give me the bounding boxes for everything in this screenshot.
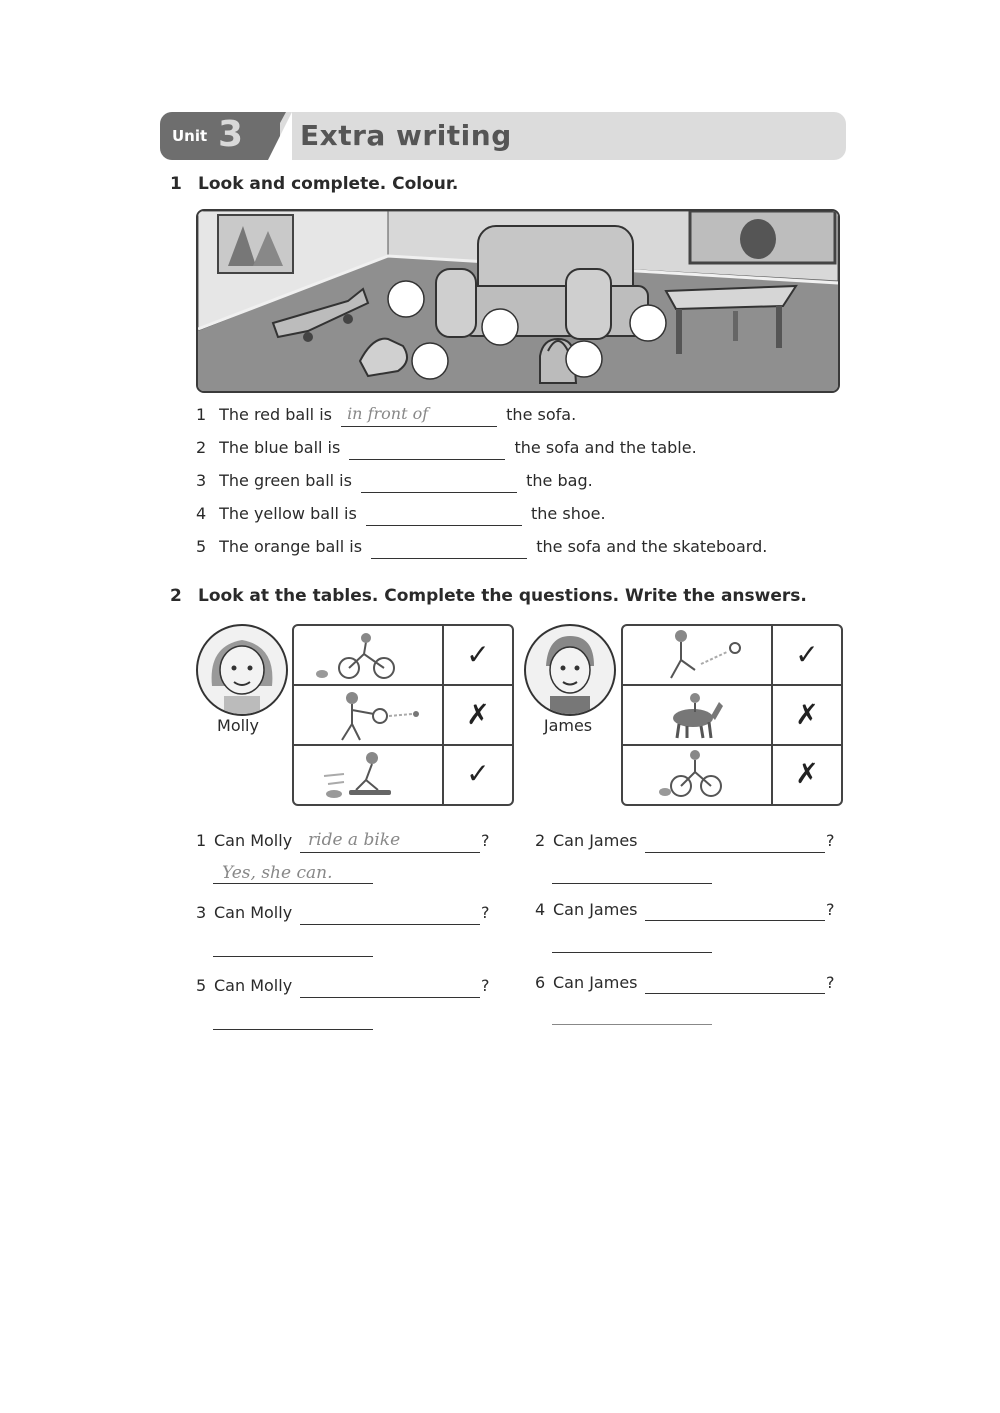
question-blank[interactable]	[300, 924, 480, 925]
sentence-1	[196, 403, 576, 427]
check-mark: ✓	[466, 757, 490, 790]
reply-blank[interactable]	[552, 952, 712, 953]
question-number: 5	[196, 976, 207, 995]
question-number: 4	[535, 900, 546, 919]
reply-blank[interactable]	[213, 956, 373, 957]
question-mark: ?	[826, 900, 835, 919]
answer-blank[interactable]	[361, 472, 517, 493]
question-number: 3	[196, 903, 207, 922]
sentence-4	[196, 502, 606, 526]
question-blank[interactable]	[645, 993, 825, 994]
sentence-text: The orange ball is	[219, 537, 363, 556]
question-1	[196, 831, 292, 850]
james-activity-table	[621, 624, 843, 806]
question-4	[535, 900, 638, 919]
james-portrait	[524, 624, 616, 716]
molly-name: Molly	[217, 716, 259, 735]
handwritten-answer: in front of	[347, 404, 429, 423]
question-mark: ?	[826, 973, 835, 992]
check-mark: ✓	[773, 626, 841, 686]
question-prefix: Can James	[553, 973, 638, 992]
question-number: 6	[535, 973, 546, 992]
sentence-5	[196, 535, 767, 559]
unit-header	[160, 112, 846, 160]
sentence-text: The yellow ball is	[219, 504, 357, 523]
answer-blank[interactable]	[341, 406, 497, 427]
sentence-number: 2	[196, 438, 207, 457]
section-2-heading	[170, 586, 807, 606]
question-blank[interactable]	[300, 997, 480, 998]
sentence-2	[196, 436, 697, 460]
sentence-number: 4	[196, 504, 207, 523]
question-mark: ?	[826, 831, 835, 850]
header-divider	[268, 112, 292, 160]
question-prefix: Can Molly	[214, 976, 293, 995]
james-name: James	[543, 716, 593, 735]
molly-portrait	[196, 624, 288, 716]
answer-blank[interactable]	[371, 538, 527, 559]
question-2	[535, 831, 638, 850]
reply-blank[interactable]	[552, 883, 712, 884]
sentence-number: 5	[196, 537, 207, 556]
section-1-number: 1	[170, 174, 182, 194]
answer-blank[interactable]	[349, 439, 505, 460]
cross-mark: ✗	[444, 686, 512, 746]
section-2-number: 2	[170, 586, 182, 606]
question-blank[interactable]	[645, 920, 825, 921]
bike-icon	[623, 746, 773, 804]
question-mark: ?	[481, 831, 490, 850]
room-picture	[196, 209, 840, 393]
question-prefix: Can Molly	[214, 903, 293, 922]
handwritten-reply: Yes, she can.	[222, 863, 333, 883]
question-prefix: Can Molly	[214, 831, 293, 850]
cross-mark: ✗	[773, 686, 841, 746]
question-mark: ?	[481, 976, 490, 995]
question-3	[196, 903, 292, 922]
horse-icon	[623, 686, 773, 746]
page-title: Extra writing	[300, 119, 512, 152]
sentence-text: The red ball is	[219, 405, 332, 424]
check-mark: ✓	[444, 626, 512, 686]
reply-blank[interactable]	[213, 1029, 373, 1030]
answer-blank[interactable]	[366, 505, 522, 526]
unit-label: Unit	[172, 127, 208, 145]
question-mark: ?	[481, 903, 490, 922]
section-2-instruction: Look at the tables. Complete the questions. Write the answers.	[198, 586, 807, 606]
sentence-ending: the shoe.	[531, 504, 606, 523]
sentence-number: 3	[196, 471, 207, 490]
cross-mark: ✗	[795, 757, 819, 790]
sentence-ending: the sofa and the skateboard.	[536, 537, 768, 556]
question-prefix: Can James	[553, 900, 638, 919]
sentence-3	[196, 469, 593, 493]
football-icon	[623, 626, 773, 686]
sentence-text: The blue ball is	[219, 438, 341, 457]
boy-avatar-icon	[526, 626, 614, 714]
question-6	[535, 973, 638, 992]
girl-avatar-icon	[198, 626, 286, 714]
sentence-ending: the sofa and the table.	[514, 438, 697, 457]
reply-blank[interactable]	[552, 1024, 712, 1025]
question-number: 1	[196, 831, 207, 850]
section-1-heading	[170, 174, 458, 194]
sentence-ending: the sofa.	[506, 405, 577, 424]
sentence-text: The green ball is	[219, 471, 352, 490]
tennis-icon	[294, 686, 444, 746]
question-number: 2	[535, 831, 546, 850]
bike-icon	[294, 626, 444, 686]
skateboard-icon	[294, 746, 444, 804]
unit-number: 3	[218, 114, 244, 155]
question-blank[interactable]	[645, 852, 825, 853]
question-prefix: Can James	[553, 831, 638, 850]
handwritten-answer: ride a bike	[308, 830, 401, 850]
sentence-number: 1	[196, 405, 207, 424]
section-1-instruction: Look and complete. Colour.	[198, 174, 459, 194]
room-illustration	[198, 211, 838, 391]
sentence-ending: the bag.	[526, 471, 593, 490]
question-5	[196, 976, 292, 995]
molly-activity-table	[292, 624, 514, 806]
